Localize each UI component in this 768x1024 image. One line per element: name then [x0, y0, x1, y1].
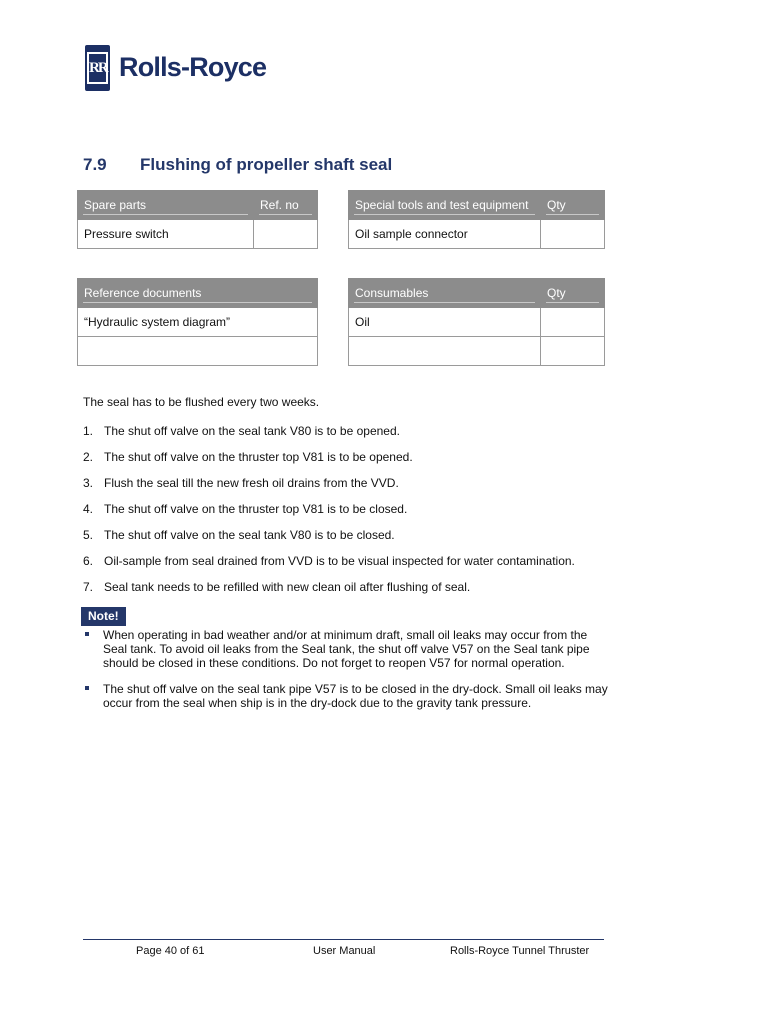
- table-cell: [541, 220, 605, 249]
- qty-header: Qty: [541, 279, 605, 308]
- footer-page-number: Page 40 of 61: [136, 945, 205, 957]
- list-item: 1. The shut off valve on the seal tank V80 is to be opened.: [83, 424, 400, 438]
- table-row: [349, 220, 605, 249]
- table-row: [78, 337, 318, 366]
- table-row: [349, 337, 605, 366]
- reference-documents-table: [77, 278, 318, 366]
- reference-documents-header: Reference documents: [78, 279, 318, 308]
- table-cell: Oil: [349, 308, 541, 337]
- table-cell: [254, 220, 318, 249]
- table-row: [78, 308, 318, 337]
- section-title: [83, 155, 392, 175]
- footer-divider: [83, 939, 604, 940]
- ref-no-header: Ref. no: [254, 191, 318, 220]
- rolls-royce-logo: [85, 44, 266, 91]
- note-bullets: [83, 628, 608, 722]
- list-item: 5. The shut off valve on the seal tank V80 is to be closed.: [83, 528, 395, 542]
- table-cell: [349, 337, 541, 366]
- table-cell: Oil sample connector: [349, 220, 541, 249]
- square-bullet-icon: [83, 682, 103, 710]
- table-cell: [541, 308, 605, 337]
- footer-doc-title: User Manual: [313, 945, 376, 957]
- intro-paragraph: The seal has to be flushed every two weeks.: [83, 395, 320, 409]
- procedure-steps: [83, 424, 575, 606]
- brand-name: Rolls-Royce: [119, 52, 267, 82]
- table-cell: “Hydraulic system diagram”: [78, 308, 318, 337]
- table-cell: Pressure switch: [78, 220, 254, 249]
- special-tools-table: [348, 190, 605, 249]
- section-heading: Flushing of propeller shaft seal: [140, 155, 393, 174]
- consumables-header: Consumables: [349, 279, 541, 308]
- list-item: 6. Oil-sample from seal drained from VVD is to be visual inspected for water contamination.: [83, 554, 575, 568]
- table-cell: [541, 337, 605, 366]
- spare-parts-table: [77, 190, 318, 249]
- list-item: When operating in bad weather and/or at minimum draft, small oil leaks may occur from the Seal tank. To avoid oil leaks from the Seal tank, the shut off valve V57 on the Seal tank pipe should be closed in these conditions. Do not forget to reopen V57 for normal operation.: [83, 628, 608, 670]
- rr-badge-icon: RR: [85, 45, 110, 91]
- section-number: 7.9: [83, 155, 107, 174]
- square-bullet-icon: [83, 628, 103, 670]
- footer-product: Rolls-Royce Tunnel Thruster: [450, 945, 590, 957]
- list-item: 2. The shut off valve on the thruster top V81 is to be opened.: [83, 450, 413, 464]
- special-tools-header: Special tools and test equipment: [349, 191, 541, 220]
- list-item: The shut off valve on the seal tank pipe V57 is to be closed in the dry-dock. Small oil leaks may occur from the seal when ship is in the dry-dock due to the gravity tank pressure.: [83, 682, 608, 710]
- list-item: 7. Seal tank needs to be refilled with new clean oil after flushing of seal.: [83, 580, 471, 594]
- table-cell: [78, 337, 318, 366]
- list-item: 4. The shut off valve on the thruster top V81 is to be closed.: [83, 502, 408, 516]
- table-row: [78, 220, 318, 249]
- list-item: 3. Flush the seal till the new fresh oil drains from the VVD.: [83, 476, 399, 490]
- qty-header: Qty: [541, 191, 605, 220]
- table-row: [349, 308, 605, 337]
- spare-parts-header: Spare parts: [78, 191, 254, 220]
- consumables-table: [348, 278, 605, 366]
- note-label: Note!: [81, 607, 126, 626]
